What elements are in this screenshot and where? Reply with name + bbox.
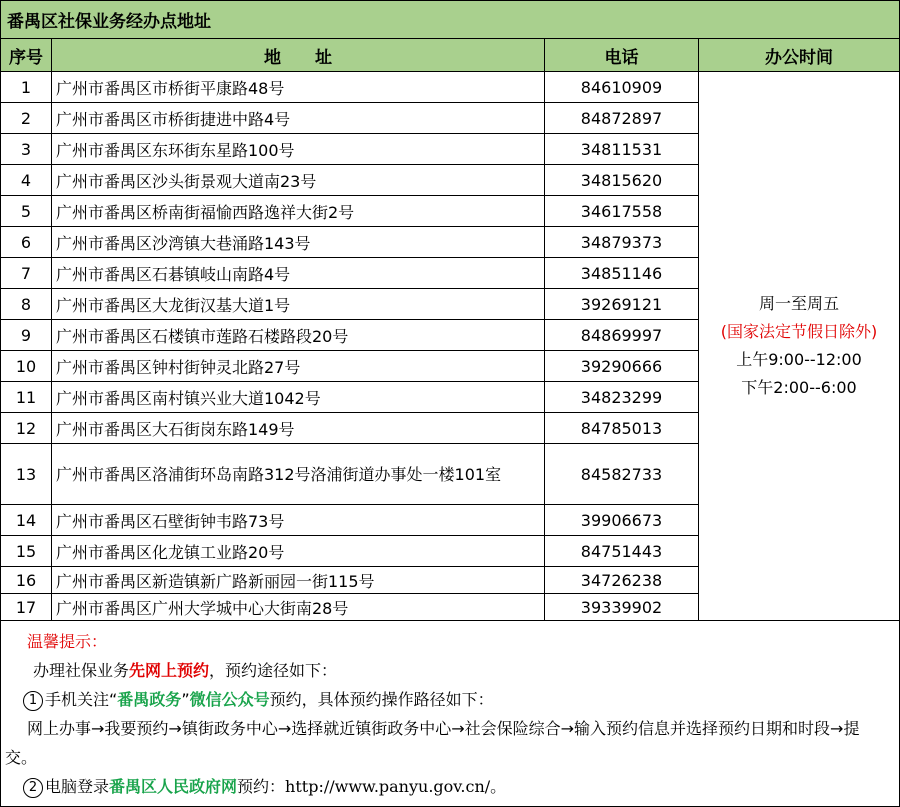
step-2-prefix: 电脑登录: [45, 777, 110, 796]
row-address: 广州市番禺区市桥街捷进中路4号: [52, 103, 545, 134]
hours-days: 周一至周五: [758, 294, 839, 313]
tips-line-1-prefix: 办理社保业务: [33, 661, 130, 680]
row-no: 17: [1, 594, 52, 621]
row-address: 广州市番禺区洛浦街环岛南路312号洛浦街道办事处一楼101室: [52, 444, 545, 505]
step-1-highlight: 微信公众号: [189, 690, 270, 709]
row-phone: 34815620: [545, 165, 699, 196]
row-phone: 34851146: [545, 258, 699, 289]
page-title: 番禺区社保业务经办点地址: [1, 1, 899, 39]
row-address: 广州市番禺区南村镇兴业大道1042号: [52, 382, 545, 413]
hours-morning: 上午9:00--12:00: [736, 350, 862, 369]
header-address: 地 址: [52, 39, 545, 72]
row-phone: 34811531: [545, 134, 699, 165]
row-no: 12: [1, 413, 52, 444]
row-address: 广州市番禺区东环街东星路100号: [52, 134, 545, 165]
step-2-highlight: 番禺区人民政府网: [109, 777, 238, 796]
row-no: 15: [1, 536, 52, 567]
table-header-row: [1, 39, 899, 72]
row-phone: 84869997: [545, 320, 699, 351]
row-phone: 34823299: [545, 382, 699, 413]
header-hours: 办公时间: [699, 39, 900, 72]
tips-line-1-highlight: 先网上预约: [129, 661, 210, 680]
row-no: 4: [1, 165, 52, 196]
tips-line-1-suffix: ，预约途径如下：: [209, 661, 338, 680]
row-address: 广州市番禺区广州大学城中心大街南28号: [52, 594, 545, 621]
government-site-link[interactable]: http://www.panyu.gov.cn/: [285, 777, 491, 796]
row-address: 广州市番禺区桥南街福愉西路逸祥大街2号: [52, 196, 545, 227]
tips-heading: 温馨提示：: [27, 632, 108, 651]
row-address: 广州市番禺区大龙街汉基大道1号: [52, 289, 545, 320]
row-phone: 34726238: [545, 567, 699, 594]
row-no: 8: [1, 289, 52, 320]
row-no: 2: [1, 103, 52, 134]
row-address: 广州市番禺区大石街岗东路149号: [52, 413, 545, 444]
row-phone: 84872897: [545, 103, 699, 134]
row-no: 13: [1, 444, 52, 505]
row-no: 11: [1, 382, 52, 413]
row-address: 广州市番禺区石楼镇市莲路石楼路段20号: [52, 320, 545, 351]
row-address: 广州市番禺区新造镇新广路新丽园一街115号: [52, 567, 545, 594]
step-2-number-icon: 2: [23, 778, 43, 798]
tips-path: 网上办事→我要预约→镇街政务中心→选择就近镇街政务中心→社会保险综合→输入预约信息并选择预约日期和时段→提交。: [5, 719, 860, 767]
hours-holiday-note: (国家法定节假日除外): [720, 322, 878, 341]
row-no: 16: [1, 567, 52, 594]
row-phone: 84582733: [545, 444, 699, 505]
row-address: 广州市番禺区石碁镇岐山南路4号: [52, 258, 545, 289]
row-phone: 39269121: [545, 289, 699, 320]
office-table: [1, 39, 899, 621]
row-no: 9: [1, 320, 52, 351]
step-2-end: 。: [490, 777, 507, 796]
row-phone: 34879373: [545, 227, 699, 258]
row-no: 5: [1, 196, 52, 227]
row-address: 广州市番禺区化龙镇工业路20号: [52, 536, 545, 567]
row-address: 广州市番禺区沙头街景观大道南23号: [52, 165, 545, 196]
step-1-number-icon: 1: [23, 691, 43, 711]
step-1-account-name: 番禺政务: [117, 690, 182, 709]
row-no: 1: [1, 72, 52, 103]
hours-afternoon: 下午2:00--6:00: [741, 378, 857, 397]
row-phone: 39290666: [545, 351, 699, 382]
tips-line-1: [5, 656, 889, 685]
row-no: 3: [1, 134, 52, 165]
header-no: 序号: [1, 39, 52, 72]
step-1-prefix: 手机关注“: [45, 690, 118, 709]
row-no: 10: [1, 351, 52, 382]
row-no: 14: [1, 505, 52, 536]
tips-step-2: [5, 772, 889, 801]
row-phone: 84751443: [545, 536, 699, 567]
table-row: [1, 72, 899, 103]
row-phone: 84785013: [545, 413, 699, 444]
row-phone: 84610909: [545, 72, 699, 103]
row-address: 广州市番禺区市桥街平康路48号: [52, 72, 545, 103]
row-no: 6: [1, 227, 52, 258]
step-2-suffix: 预约：: [237, 777, 286, 796]
row-address: 广州市番禺区石壁街钟韦路73号: [52, 505, 545, 536]
office-hours-cell: [699, 72, 900, 621]
row-phone: 39906673: [545, 505, 699, 536]
tips-step-1: [5, 685, 889, 714]
row-phone: 39339902: [545, 594, 699, 621]
row-no: 7: [1, 258, 52, 289]
row-phone: 34617558: [545, 196, 699, 227]
header-phone: 电话: [545, 39, 699, 72]
step-1-suffix: 预约，具体预约操作路径如下：: [269, 690, 494, 709]
row-address: 广州市番禺区沙湾镇大巷涌路143号: [52, 227, 545, 258]
row-address: 广州市番禺区钟村街钟灵北路27号: [52, 351, 545, 382]
tips-section: [1, 621, 899, 801]
step-1-mid: ”: [181, 690, 190, 709]
